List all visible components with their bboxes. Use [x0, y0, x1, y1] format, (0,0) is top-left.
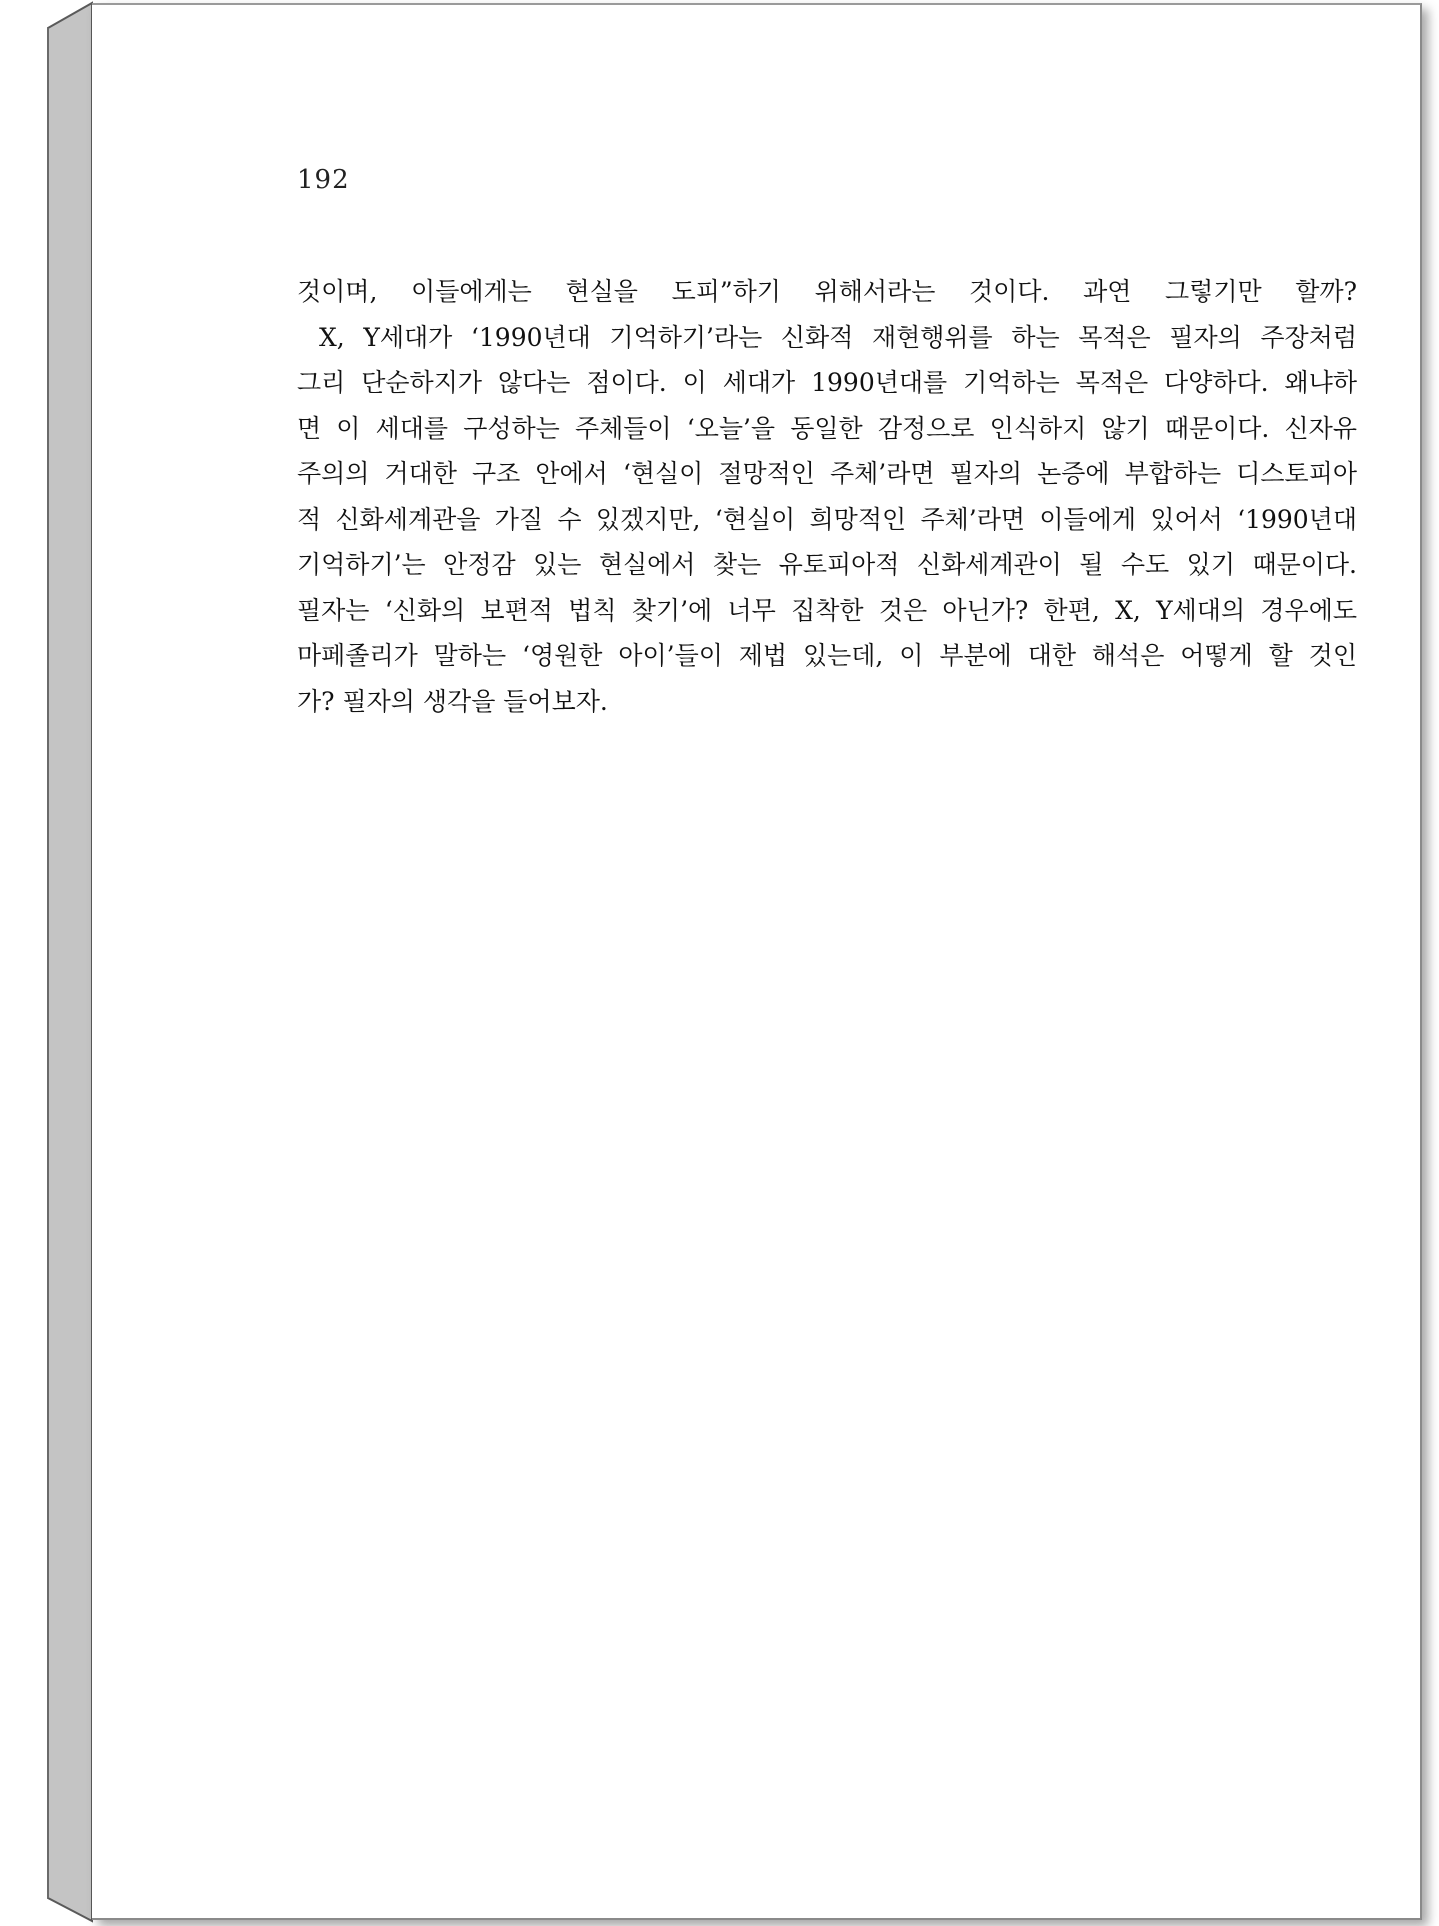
text-line: 주의의 거대한 구조 안에서 ‘현실이 절망적인 주체’라면 필자의 논증에 부합하는 디스토피아: [297, 459, 1357, 488]
document-page: [92, 3, 1422, 1920]
body-paragraph: [297, 269, 1357, 724]
text-line: 기억하기’는 안정감 있는 현실에서 찾는 유토피아적 신화세계관이 될 수도 있기 때문이다.: [297, 550, 1357, 579]
text-line: 가? 필자의 생각을 들어보자.: [297, 686, 608, 716]
page-number: 192: [297, 165, 350, 195]
text-line: 필자는 ‘신화의 보편적 법칙 찾기’에 너무 집착한 것은 아닌가? 한편, X, Y세대의 경우에도: [297, 595, 1357, 625]
text-line: 적 신화세계관을 가질 수 있겠지만, ‘현실이 희망적인 주체’라면 이들에게 있어서 ‘1990년대: [297, 504, 1357, 534]
text-line: 마페졸리가 말하는 ‘영원한 아이’들이 제법 있는데, 이 부분에 대한 해석은 어떻게 할 것인: [297, 641, 1357, 670]
text-line: X, Y세대가 ‘1990년대 기억하기’라는 신화적 재현행위를 하는 목적은 필자의 주장처럼: [319, 322, 1357, 352]
text-line: 면 이 세대를 구성하는 주체들이 ‘오늘’을 동일한 감정으로 인식하지 않기 때문이다. 신자유: [297, 413, 1357, 443]
text-line: 그리 단순하지가 않다는 점이다. 이 세대가 1990년대를 기억하는 목적은 다양하다. 왜냐하: [297, 368, 1357, 397]
book-spine: [0, 0, 100, 1926]
text-line: 것이며, 이들에게는 현실을 도피”하기 위해서라는 것이다. 과연 그렇기만 할까?: [297, 277, 1357, 306]
